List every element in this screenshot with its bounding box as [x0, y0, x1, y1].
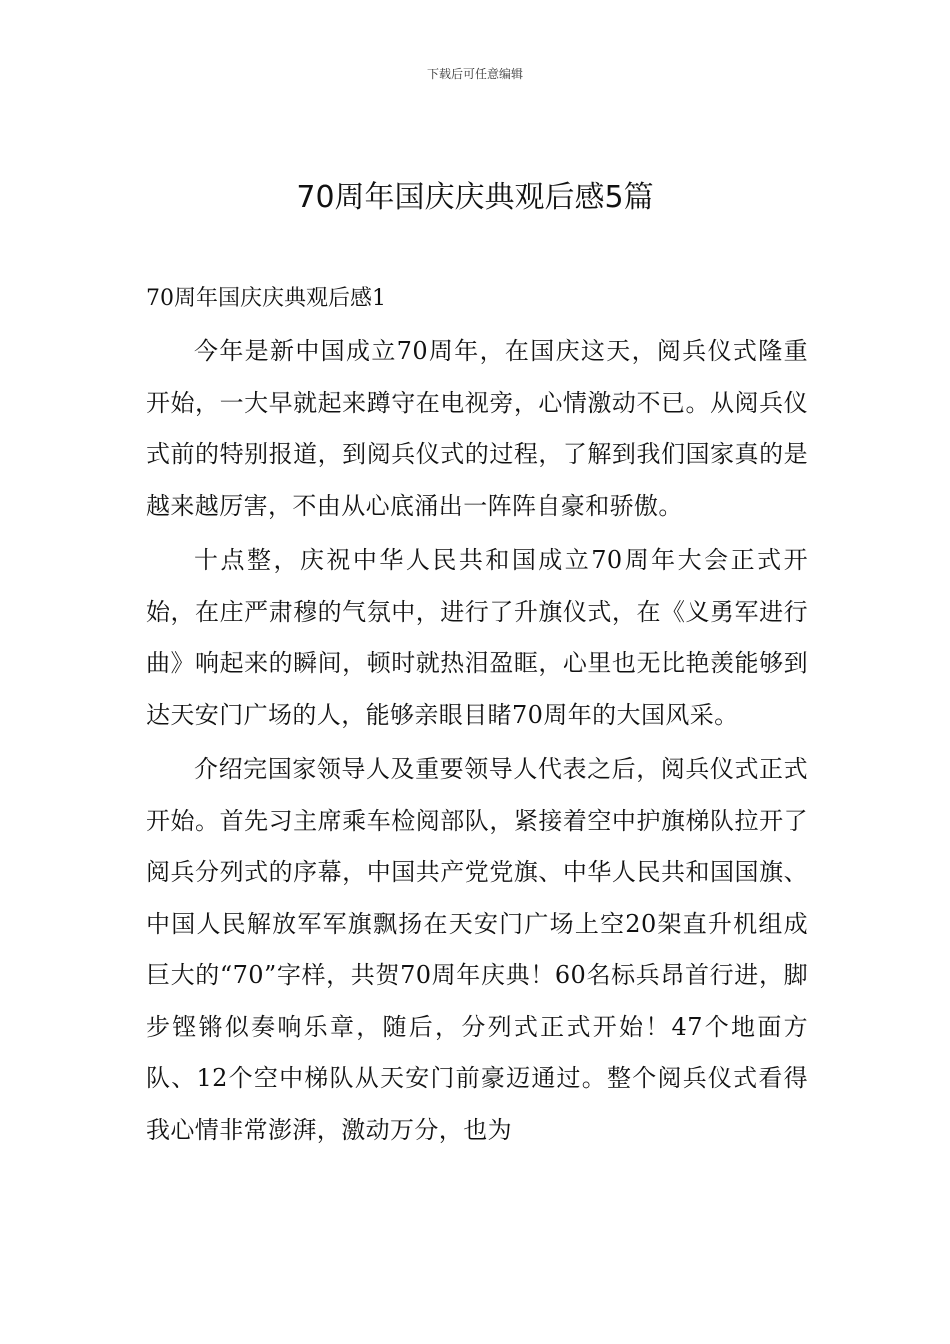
- document-body: [146, 326, 808, 1159]
- header-note: 下载后可任意编辑: [426, 67, 523, 81]
- paragraph: 今年是新中国成立70周年，在国庆这天，阅兵仪式隆重开始，一大早就起来蹲守在电视旁，心情激动不已。从阅兵仪式前的特别报道，到阅兵仪式的过程，了解到我们国家真的是越来越厉害，不由从心底涌出一阵阵自豪和骄傲。: [146, 337, 808, 520]
- section-heading: 70周年国庆庆典观后感1: [146, 286, 386, 311]
- document-title: 70周年国庆庆典观后感5篇: [296, 180, 654, 215]
- paragraph: 介绍完国家领导人及重要领导人代表之后，阅兵仪式正式开始。首先习主席乘车检阅部队，紧接着空中护旗梯队拉开了阅兵分列式的序幕，中国共产党党旗、中华人民共和国国旗、中国人民解放军军旗飘扬在天安门广场上空20架直升机组成巨大的“70”字样，共贺70周年庆典！60名标兵昂首行进，脚步铿锵似奏响乐章，随后，分列式正式开始！47个地面方队、12个空中梯队从天安门前豪迈通过。整个阅兵仪式看得我心情非常澎湃，激动万分，也为: [146, 755, 808, 1144]
- paragraph: 十点整，庆祝中华人民共和国成立70周年大会正式开始，在庄严肃穆的气氛中，进行了升旗仪式，在《义勇军进行曲》响起来的瞬间，顿时就热泪盈眶，心里也无比艳羡能够到达天安门广场的人，能够亲眼目睹70周年的大国风采。: [146, 546, 808, 729]
